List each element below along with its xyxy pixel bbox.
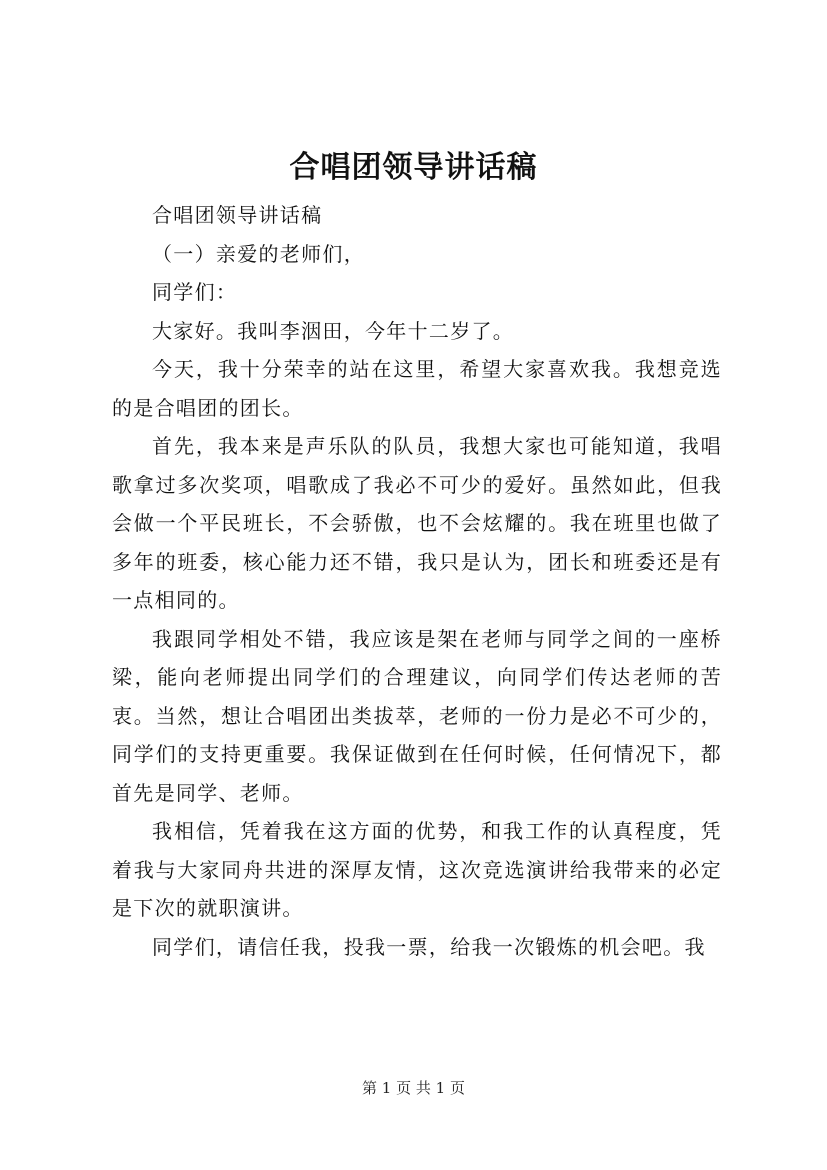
paragraph: 首先，我本来是声乐队的队员，我想大家也可能知道，我唱歌拿过多次奖项，唱歌成了我必不可少的爱好。虽然如此，但我会做一个平民班长，不会骄傲，也不会炫耀的。我在班里也做了多年的班委，核心能力还不错，我只是认为，团长和班委还是有一点相同的。 [112, 434, 722, 612]
document-body [112, 196, 722, 966]
paragraph: 今天，我十分荣幸的站在这里，希望大家喜欢我。我想竞选的是合唱团的团长。 [112, 357, 722, 420]
paragraph: 同学们，请信任我，投我一票，给我一次锻炼的机会吧。我 [152, 934, 706, 959]
paragraph: 合唱团领导讲话稿 [152, 203, 323, 227]
page-footer: 第 1 页 共 1 页 [362, 1079, 465, 1097]
paragraph: （一）亲爱的老师们， [152, 241, 365, 266]
paragraph: 我跟同学相处不错，我应该是架在老师与同学之间的一座桥梁，能向老师提出同学们的合理建议，向同学们传达老师的苦衷。当然，想让合唱团出类拔萃，老师的一份力是必不可少的，同学们的支持更重要。我保证做到在任何时候，任何情况下，都首先是同学、老师。 [112, 626, 722, 805]
paragraph: 我相信，凭着我在这方面的优势，和我工作的认真程度，凭着我与大家同舟共进的深厚友情，这次竞选演讲给我带来的必定是下次的就职演讲。 [112, 819, 722, 920]
paragraph: 同学们： [152, 280, 238, 304]
document-title: 合唱团领导讲话稿 [289, 150, 538, 185]
paragraph: 大家好。我叫李洇田，今年十二岁了。 [152, 318, 515, 343]
